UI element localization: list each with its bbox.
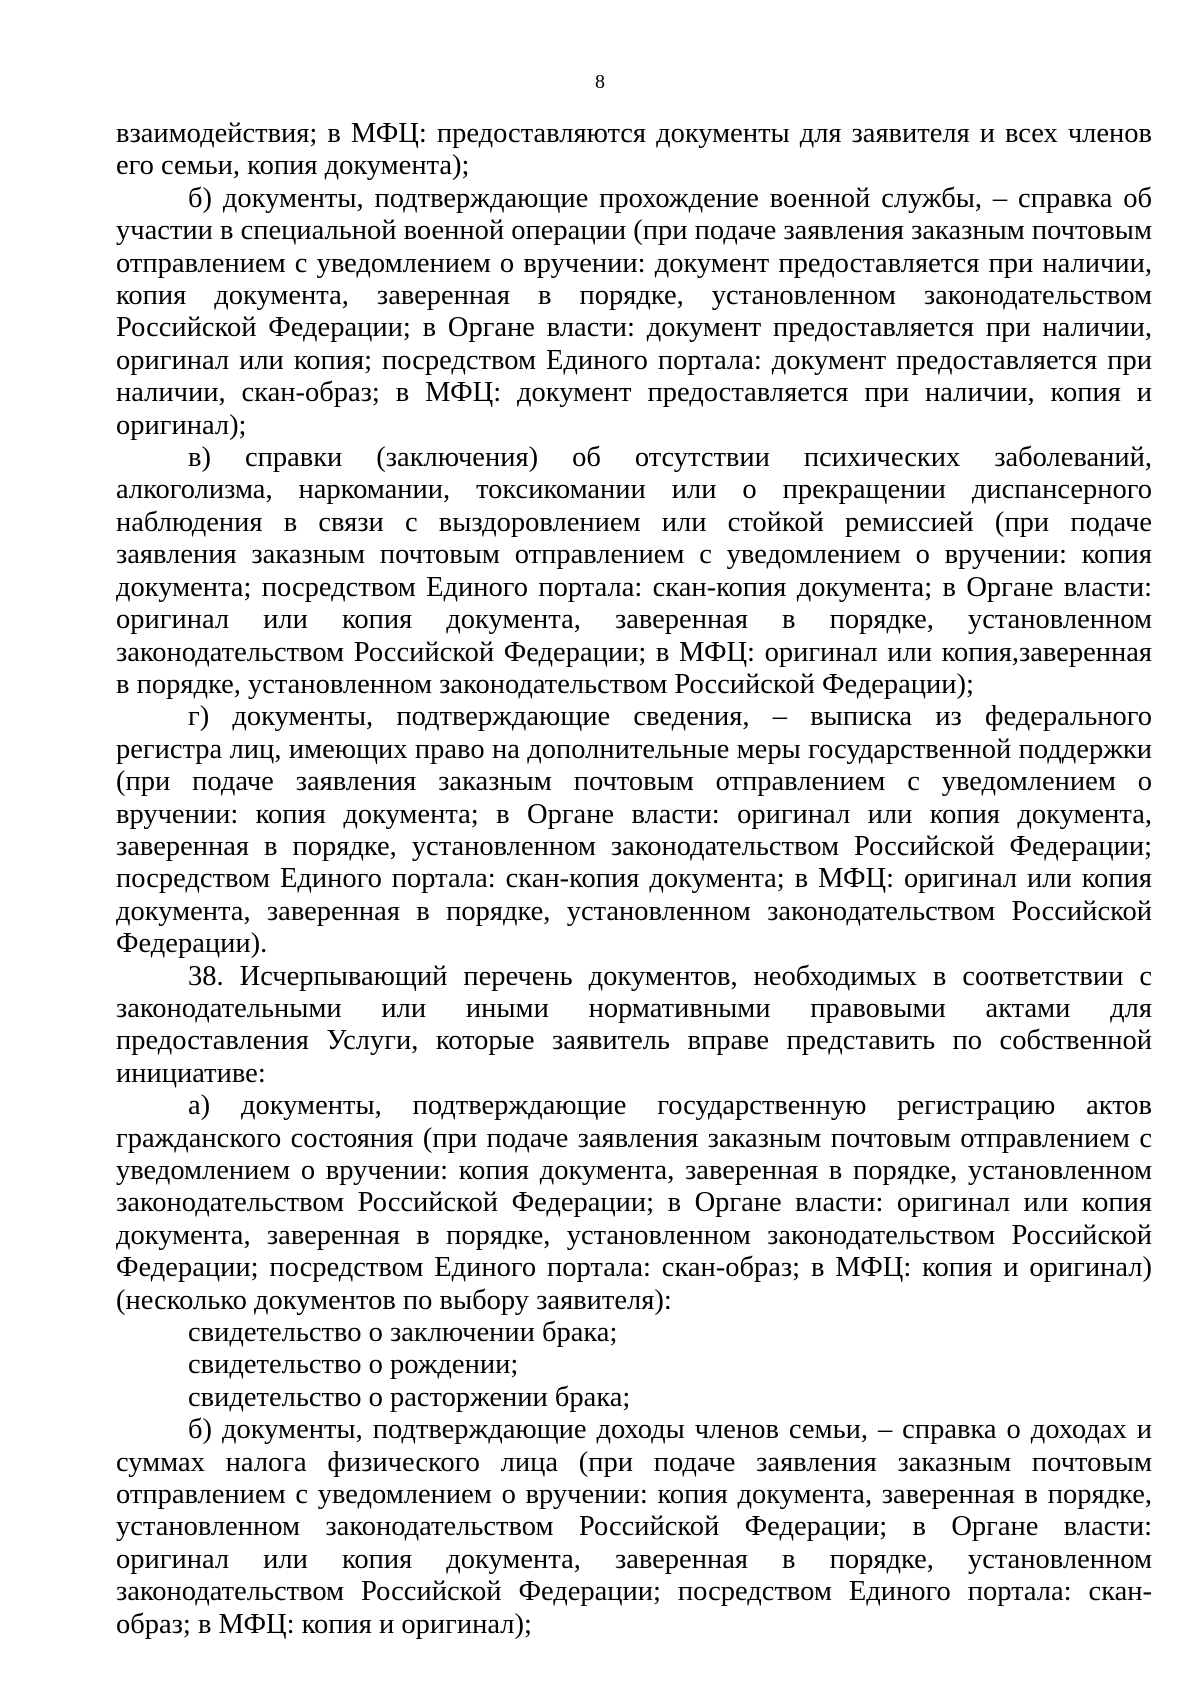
paragraph: б) документы, подтверждающие доходы членов семьи, – справка о доходах и суммах налога физического лица (при подаче заявления заказным почтовым отправлением с уведомлением о вручении: копия документа, заверенная в порядке, установленном законодательством Российской Федерации; в Органе власти: оригинал или копия документа, заверенная в порядке, установленном законодательством Российской Федерации; посредством Единого портала: скан-образ; в МФЦ: копия и оригинал); (116, 1414, 1152, 1640)
paragraph: свидетельство о расторжении брака; (188, 1381, 631, 1413)
page-number: 8 (595, 71, 605, 93)
paragraph: взаимодействия; в МФЦ: предоставляются документы для заявителя и всех членов его семьи, копия документа); (116, 118, 1152, 182)
paragraph: свидетельство о рождении; (188, 1349, 519, 1381)
document-body (116, 118, 1152, 1641)
paragraph: б) документы, подтверждающие прохождение военной службы, – справка об участии в специальной военной операции (при подаче заявления заказным почтовым отправлением с уведомлением о вручении: документ предоставляется при наличии, копия документа, заверенная в порядке, установленном законодательством Российской Федерации; в Органе власти: документ предоставляется при наличии, оригинал или копия; посредством Единого портала: документ предоставляется при наличии, скан-образ; в МФЦ: документ предоставляется при наличии, копия и оригинал); (116, 182, 1152, 441)
paragraph: 38. Исчерпывающий перечень документов, необходимых в соответствии с законодательными или иными нормативными правовыми актами для предоставления Услуги, которые заявитель вправе представить по собственной инициативе: (116, 960, 1152, 1089)
paragraph: а) документы, подтверждающие государственную регистрацию актов гражданского состояния (при подаче заявления заказным почтовым отправлением с уведомлением о вручении: копия документа, заверенная в порядке, установленном законодательством Российской Федерации; в Органе власти: оригинал или копия документа, заверенная в порядке, установленном законодательством Российской Федерации; посредством Единого портала: скан-образ; в МФЦ: копия и оригинал) (несколько документов по выбору заявителя): (116, 1090, 1152, 1316)
paragraph: свидетельство о заключении брака; (188, 1317, 618, 1349)
paragraph: г) документы, подтверждающие сведения, – выписка из федерального регистра лиц, имеющих право на дополнительные меры государственной поддержки (при подаче заявления заказным почтовым отправлением с уведомлением о вручении: копия документа; в Органе власти: оригинал или копия документа, заверенная в порядке, установленном законодательством Российской Федерации; посредством Единого портала: скан-копия документа; в МФЦ: оригинал или копия документа, заверенная в порядке, установленном законодательством Российской Федерации). (116, 701, 1152, 960)
paragraph: в) справки (заключения) об отсутствии психических заболеваний, алкоголизма, наркомании, токсикомании или о прекращении диспансерного наблюдения в связи с выздоровлением или стойкой ремиссией (при подаче заявления заказным почтовым отправлением с уведомлением о вручении: копия документа; посредством Единого портала: скан-копия документа; в Органе власти: оригинал или копия документа, заверенная в порядке, установленном законодательством Российской Федерации; в МФЦ: оригинал или копия,заверенная в порядке, установленном законодательством Российской Федерации); (116, 442, 1152, 700)
